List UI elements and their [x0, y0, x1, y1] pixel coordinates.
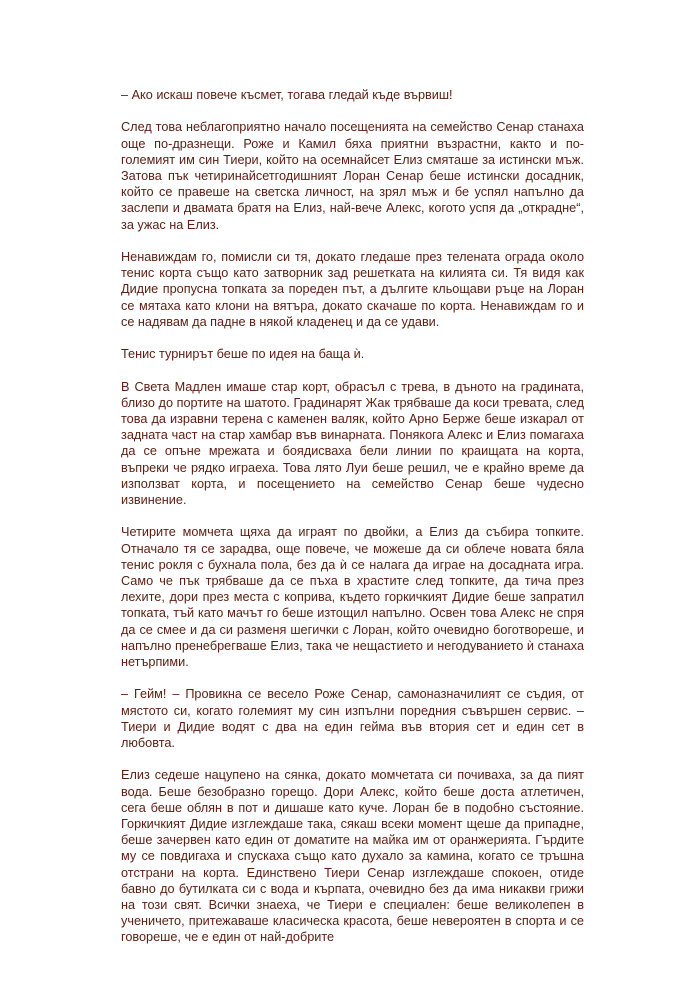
paragraph: Тенис турнирът беше по идея на баща ѝ. [121, 347, 365, 362]
paragraph: – Гейм! – Провикна се весело Роже Сенар, самоназначилият се съдия, от мястото си, когато големият му син изпълни поредния съвършен сервис. – Тиери и Дидие водят с два на един гейма във втория сет и един сет в любовта. [121, 687, 584, 751]
paragraph: След това неблагоприятно начало посещенията на семейство Сенар станаха още по-дразнещи. Роже и Камил бяха приятни възрастни, както и по-големият им син Тиери, който на осемнайсет Елиз смяташе за истински мъж. Затова пък четиринайсетгодишният Лоран Сенар беше истински досадник, който се правеше на светска личност, на зрял мъж и бе успял напълно да заслепи и двамата братя на Елиз, най-вече Алекс, когото успя да „открадне“, за ужас на Елиз. [121, 120, 584, 232]
paragraph: Ненавиждам го, помисли си тя, докато гледаше през телената ограда около тенис корта също като затворник зад решетката на килията си. Тя видя как Дидие пропусна топката за пореден път, а дългите кльощави ръце на Лоран се мятаха като клони на вятъра, докато скачаше по корта. Ненавиждам го и се надявам да падне в някой кладенец и да се удави. [121, 250, 584, 329]
paragraph: Четирите момчета щяха да играят по двойки, а Елиз да събира топките. Отначало тя се зарадва, още повече, че можеше да си облече новата бяла тенис рокля с бухнала пола, без да ѝ се налага да играе на досадната игра. Само че пък трябваше да се пъха в храстите след топките, да тича през лехите, дори през места с коприва, където горкичкият Дидие беше запратил топката, тъй като мачът го беше изтощил напълно. Освен това Алекс не спря да се смее и да си разменя шегички с Лоран, който очевидно боготвореше, и напълно пренебрегваше Елиз, така че нещастието и негодуванието ѝ станаха нетърпими. [121, 525, 584, 670]
paragraph: В Света Мадлен имаше стар корт, обрасъл с трева, в дъното на градината, близо до портите на шатото. Градинарят Жак трябваше да коси тревата, след това да изравни терена с каменен валяк, който Арно Берже беше изкарал от задната част на стар хамбар във винарната. Понякога Алекс и Елиз помагаха да се опъне мрежата и боядисваха бели линии по краищата на корта, въпреки че рядко играеха. Това лято Луи беше решил, че е крайно време да използват корта, и посещението на семейство Сенар беше чудесно извинение. [121, 379, 584, 508]
paragraph: Елиз седеше нацупено на сянка, докато момчетата си почиваха, за да пият вода. Беше безобразно горещо. Дори Алекс, който беше доста атлетичен, сега беше облян в пот и дишаше като куче. Лоран бе в подобно състояние. Горкичкият Дидие изглеждаше така, сякаш всеки момент щеше да припадне, беше зачервен като един от доматите на майка им от оранжерията. Гърдите му се повдигаха и спускаха също като духало за камина, когато се тръшна отстрани на корта. Единствено Тиери Сенар изглеждаше спокоен, отиде бавно до бутилката си с вода и кърпата, очевидно без да има никакви грижи на този свят. Всички знаеха, че Тиери е специален: беше великолепен в ученичето, притежаваше класическа красота, беше невероятен в спорта и се говореше, че е един от най-добрите [121, 768, 584, 945]
paragraph: – Ако искаш повече късмет, тогава гледай къде вървиш! [121, 88, 453, 102]
body-text [121, 87, 584, 946]
